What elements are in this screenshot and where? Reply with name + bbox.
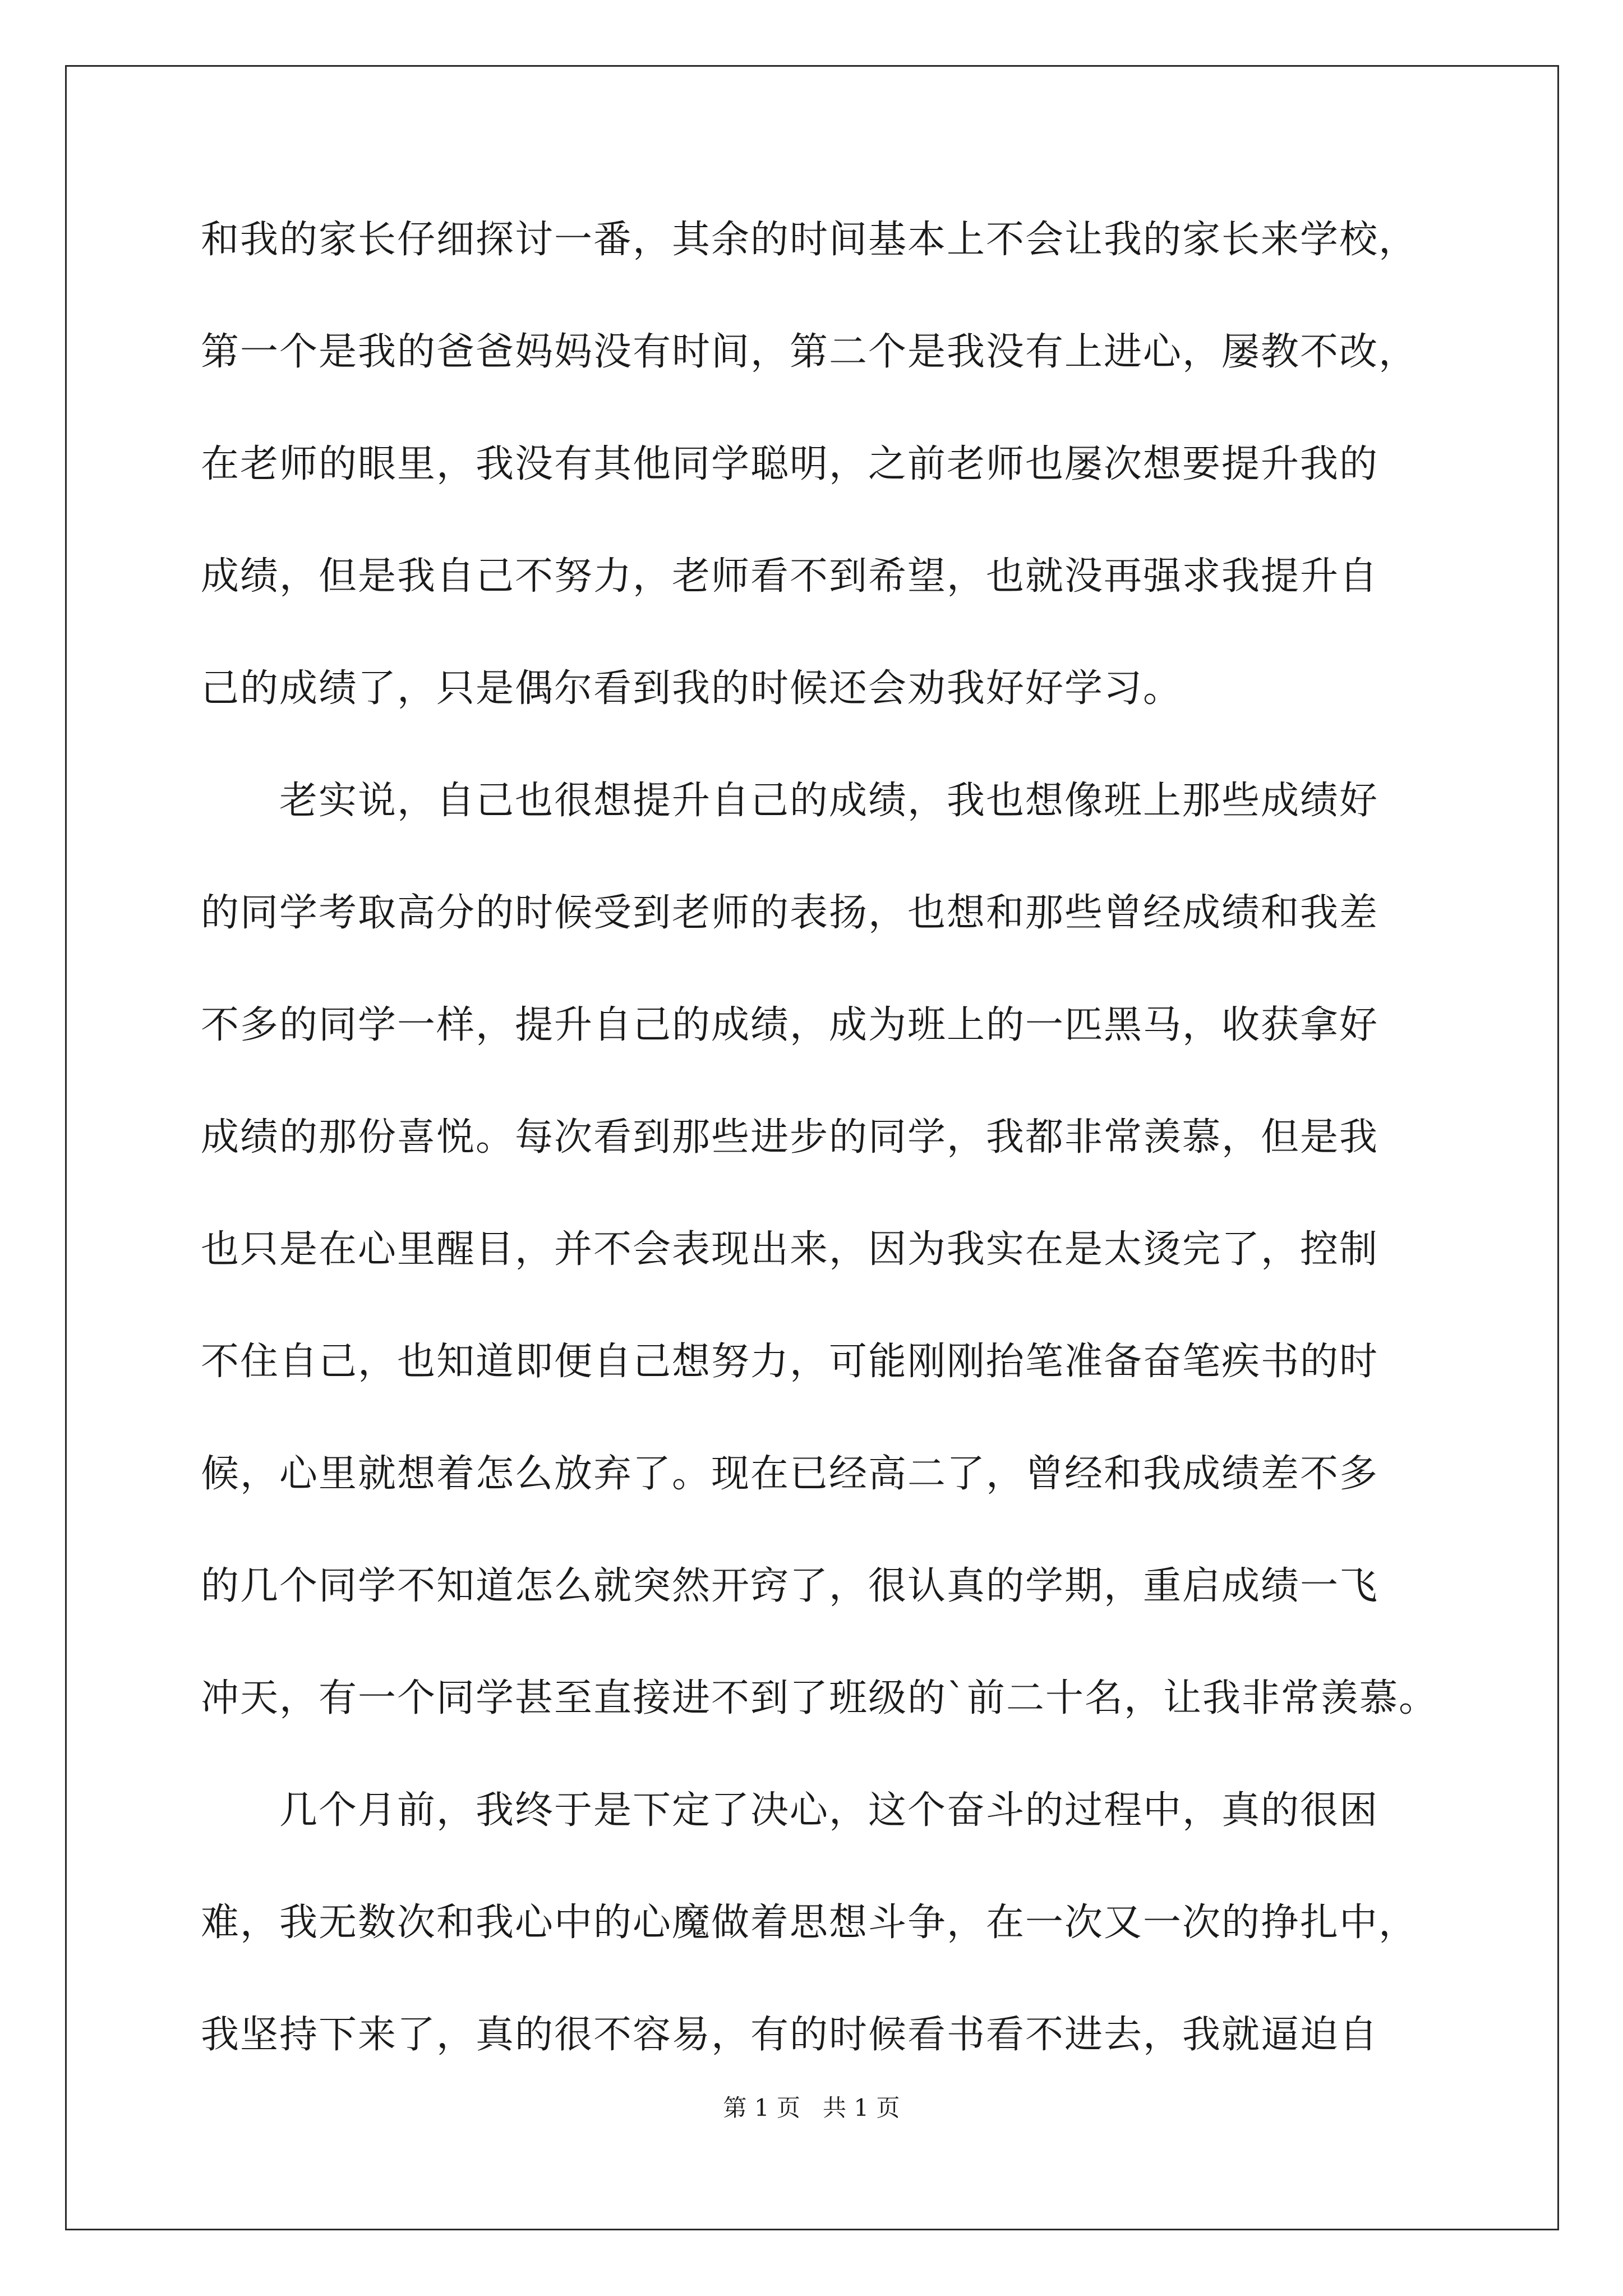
- text-line: 的同学考取高分的时候受到老师的表扬，也想和那些曾经成绩和我差: [201, 891, 1379, 935]
- page-number-footer: 第 1 页 共 1 页: [723, 2094, 900, 2122]
- text-line: 冲天，有一个同学甚至直接进不到了班级的`前二十名，让我非常羡慕。: [201, 1676, 1438, 1720]
- text-line: 不住自己，也知道即便自己想努力，可能刚刚抬笔准备奋笔疾书的时: [201, 1340, 1379, 1384]
- paragraph-first-line: 老实说，自己也很想提升自己的成绩，我也想像班上那些成绩好: [279, 779, 1379, 823]
- text-line: 候，心里就想着怎么放弃了。现在已经高二了，曾经和我成绩差不多: [201, 1452, 1379, 1496]
- text-line: 不多的同学一样，提升自己的成绩，成为班上的一匹黑马，收获拿好: [201, 1003, 1379, 1047]
- text-line: 成绩，但是我自己不努力，老师看不到希望，也就没再强求我提升自: [201, 554, 1379, 599]
- text-line: 也只是在心里醒目，并不会表现出来，因为我实在是太烫完了，控制: [201, 1227, 1379, 1272]
- text-line: 难，我无数次和我心中的心魔做着思想斗争，在一次又一次的挣扎中，: [201, 1901, 1418, 1945]
- text-line: 和我的家长仔细探讨一番，其余的时间基本上不会让我的家长来学校，: [201, 218, 1418, 262]
- text-line: 我坚持下来了，真的很不容易，有的时候看书看不进去，我就逼迫自: [201, 2013, 1379, 2057]
- text-line: 己的成绩了，只是偶尔看到我的时候还会劝我好好学习。: [201, 666, 1183, 711]
- text-line: 的几个同学不知道怎么就突然开窍了，很认真的学期，重启成绩一飞: [201, 1564, 1379, 1608]
- paragraph-first-line: 几个月前，我终于是下定了决心，这个奋斗的过程中，真的很困: [279, 1788, 1379, 1833]
- text-line: 第一个是我的爸爸妈妈没有时间，第二个是我没有上进心，屡教不改，: [201, 330, 1418, 374]
- text-line: 成绩的那份喜悦。每次看到那些进步的同学，我都非常羡慕，但是我: [201, 1115, 1379, 1159]
- text-line: 在老师的眼里，我没有其他同学聪明，之前老师也屡次想要提升我的: [201, 442, 1379, 486]
